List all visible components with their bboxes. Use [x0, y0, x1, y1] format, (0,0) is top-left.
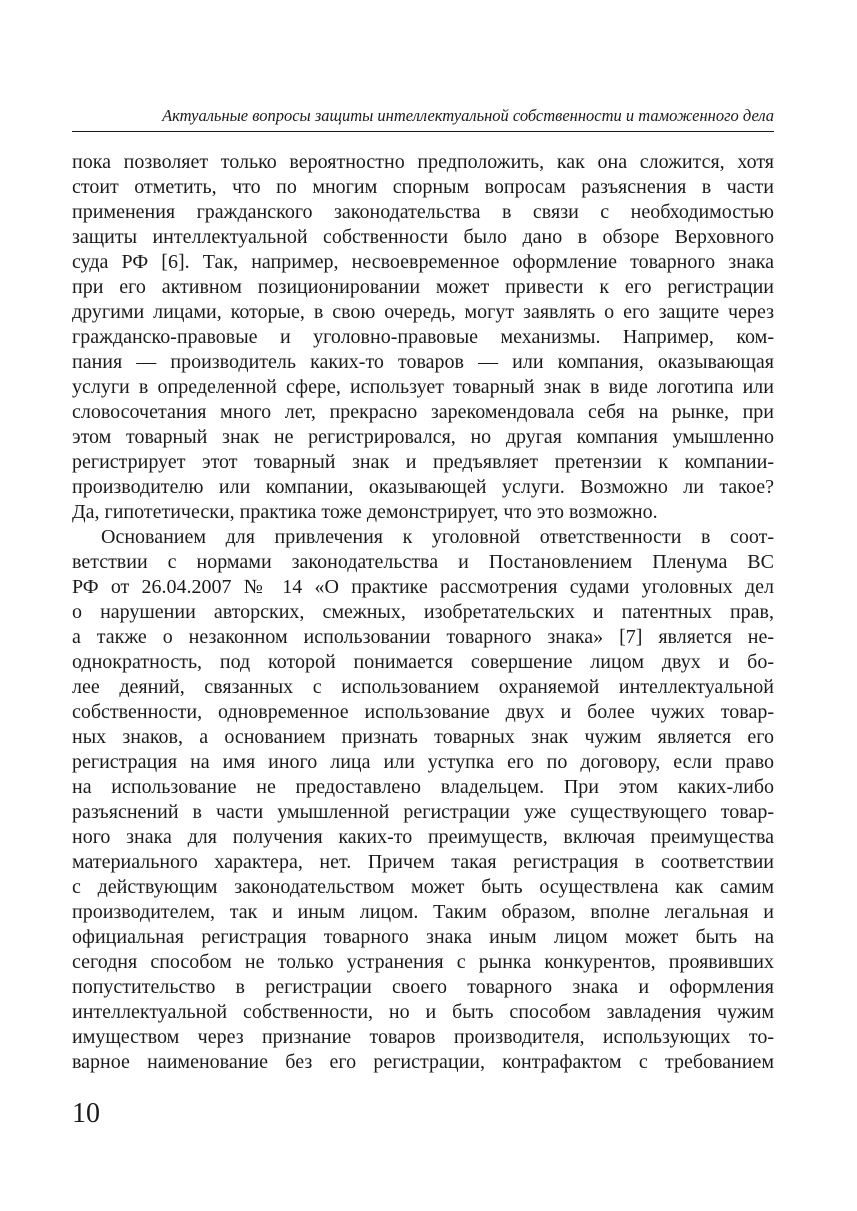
text-line: при его активном позиционировании может привести к его регистрации — [72, 276, 774, 298]
text-line: производителю или компании, оказывающей услуги. Возможно ли такое? — [72, 476, 774, 498]
text-line: производителем, так и иным лицом. Таким образом, вполне легальная и — [72, 901, 774, 923]
text-line: лее деяний, связанных с использованием охраняемой интеллектуальной — [72, 676, 774, 698]
text-line: другими лицами, которые, в свою очередь, могут заявлять о его защите через — [72, 301, 774, 323]
text-line: официальная регистрация товарного знака иным лицом может быть на — [72, 926, 774, 948]
text-line: а также о незаконном использовании товарного знака» [7] является не- — [72, 626, 774, 648]
text-line: имуществом через признание товаров производителя, использующих то- — [72, 1026, 774, 1048]
text-line: на использование не предоставлено владельцем. При этом каких-либо — [72, 776, 774, 798]
running-header: Актуальные вопросы защиты интеллектуальной собственности и таможенного дела — [162, 106, 774, 125]
text-line: словосочетания много лет, прекрасно зарекомендовала себя на рынке, при — [72, 401, 774, 423]
text-line: регистрирует этот товарный знак и предъявляет претензии к компании- — [72, 451, 774, 473]
page-number: 10 — [72, 1098, 100, 1129]
text-line: пока позволяет только вероятностно предположить, как она сложится, хотя — [72, 151, 774, 173]
text-line: материального характера, нет. Причем такая регистрация в соответствии — [72, 851, 774, 873]
text-line: гражданско-правовые и уголовно-правовые механизмы. Например, ком- — [72, 326, 774, 348]
text-line: РФ от 26.04.2007 № 14 «О практике рассмотрения судами уголовных дел — [72, 576, 774, 598]
text-line: Да, гипотетически, практика тоже демонстрирует, что это возможно. — [72, 501, 658, 523]
text-line: интеллектуальной собственности, но и быть способом завладения чужим — [72, 1001, 774, 1023]
text-line: о нарушении авторских, смежных, изобретательских и патентных прав, — [72, 601, 774, 623]
text-line: суда РФ [6]. Так, например, несвоевременное оформление товарного знака — [72, 251, 774, 273]
text-line: варное наименование без его регистрации, контрафактом с требованием — [72, 1051, 774, 1073]
text-line: собственности, одновременное использование двух и более чужих товар- — [72, 701, 774, 723]
text-line: сегодня способом не только устранения с рынка конкурентов, проявивших — [72, 951, 774, 973]
text-line: защиты интеллектуальной собственности было дано в обзоре Верховного — [72, 226, 774, 248]
text-line: ного знака для получения каких-то преимуществ, включая преимущества — [72, 826, 774, 848]
paragraph-2 — [72, 525, 774, 1075]
text-line: Основанием для привлечения к уголовной ответственности в соот- — [101, 526, 774, 548]
paragraph-1 — [72, 150, 774, 525]
text-line: пания — производитель каких-то товаров — или компания, оказывающая — [72, 351, 774, 373]
text-line: услуги в определенной сфере, использует товарный знак в виде логотипа или — [72, 376, 774, 398]
text-line: ных знаков, а основанием признать товарных знак чужим является его — [72, 726, 774, 748]
text-line: попустительство в регистрации своего товарного знака и оформления — [72, 976, 774, 998]
text-line: разъяснений в части умышленной регистрации уже существующего товар- — [72, 801, 774, 823]
text-line: стоит отметить, что по многим спорным вопросам разъяснения в части — [72, 176, 774, 198]
text-line: однократность, под которой понимается совершение лицом двух и бо- — [72, 651, 774, 673]
text-line: ветствии с нормами законодательства и Постановлением Пленума ВС — [72, 551, 774, 573]
text-line: регистрация на имя иного лица или уступка его по договору, если право — [72, 751, 774, 773]
text-line: этом товарный знак не регистрировался, но другая компания умышленно — [72, 426, 774, 448]
body-text — [72, 150, 774, 1075]
text-line: применения гражданского законодательства в связи с необходимостью — [72, 201, 774, 223]
text-line: с действующим законодательством может быть осуществлена как самим — [72, 876, 774, 898]
header-divider — [72, 131, 774, 132]
